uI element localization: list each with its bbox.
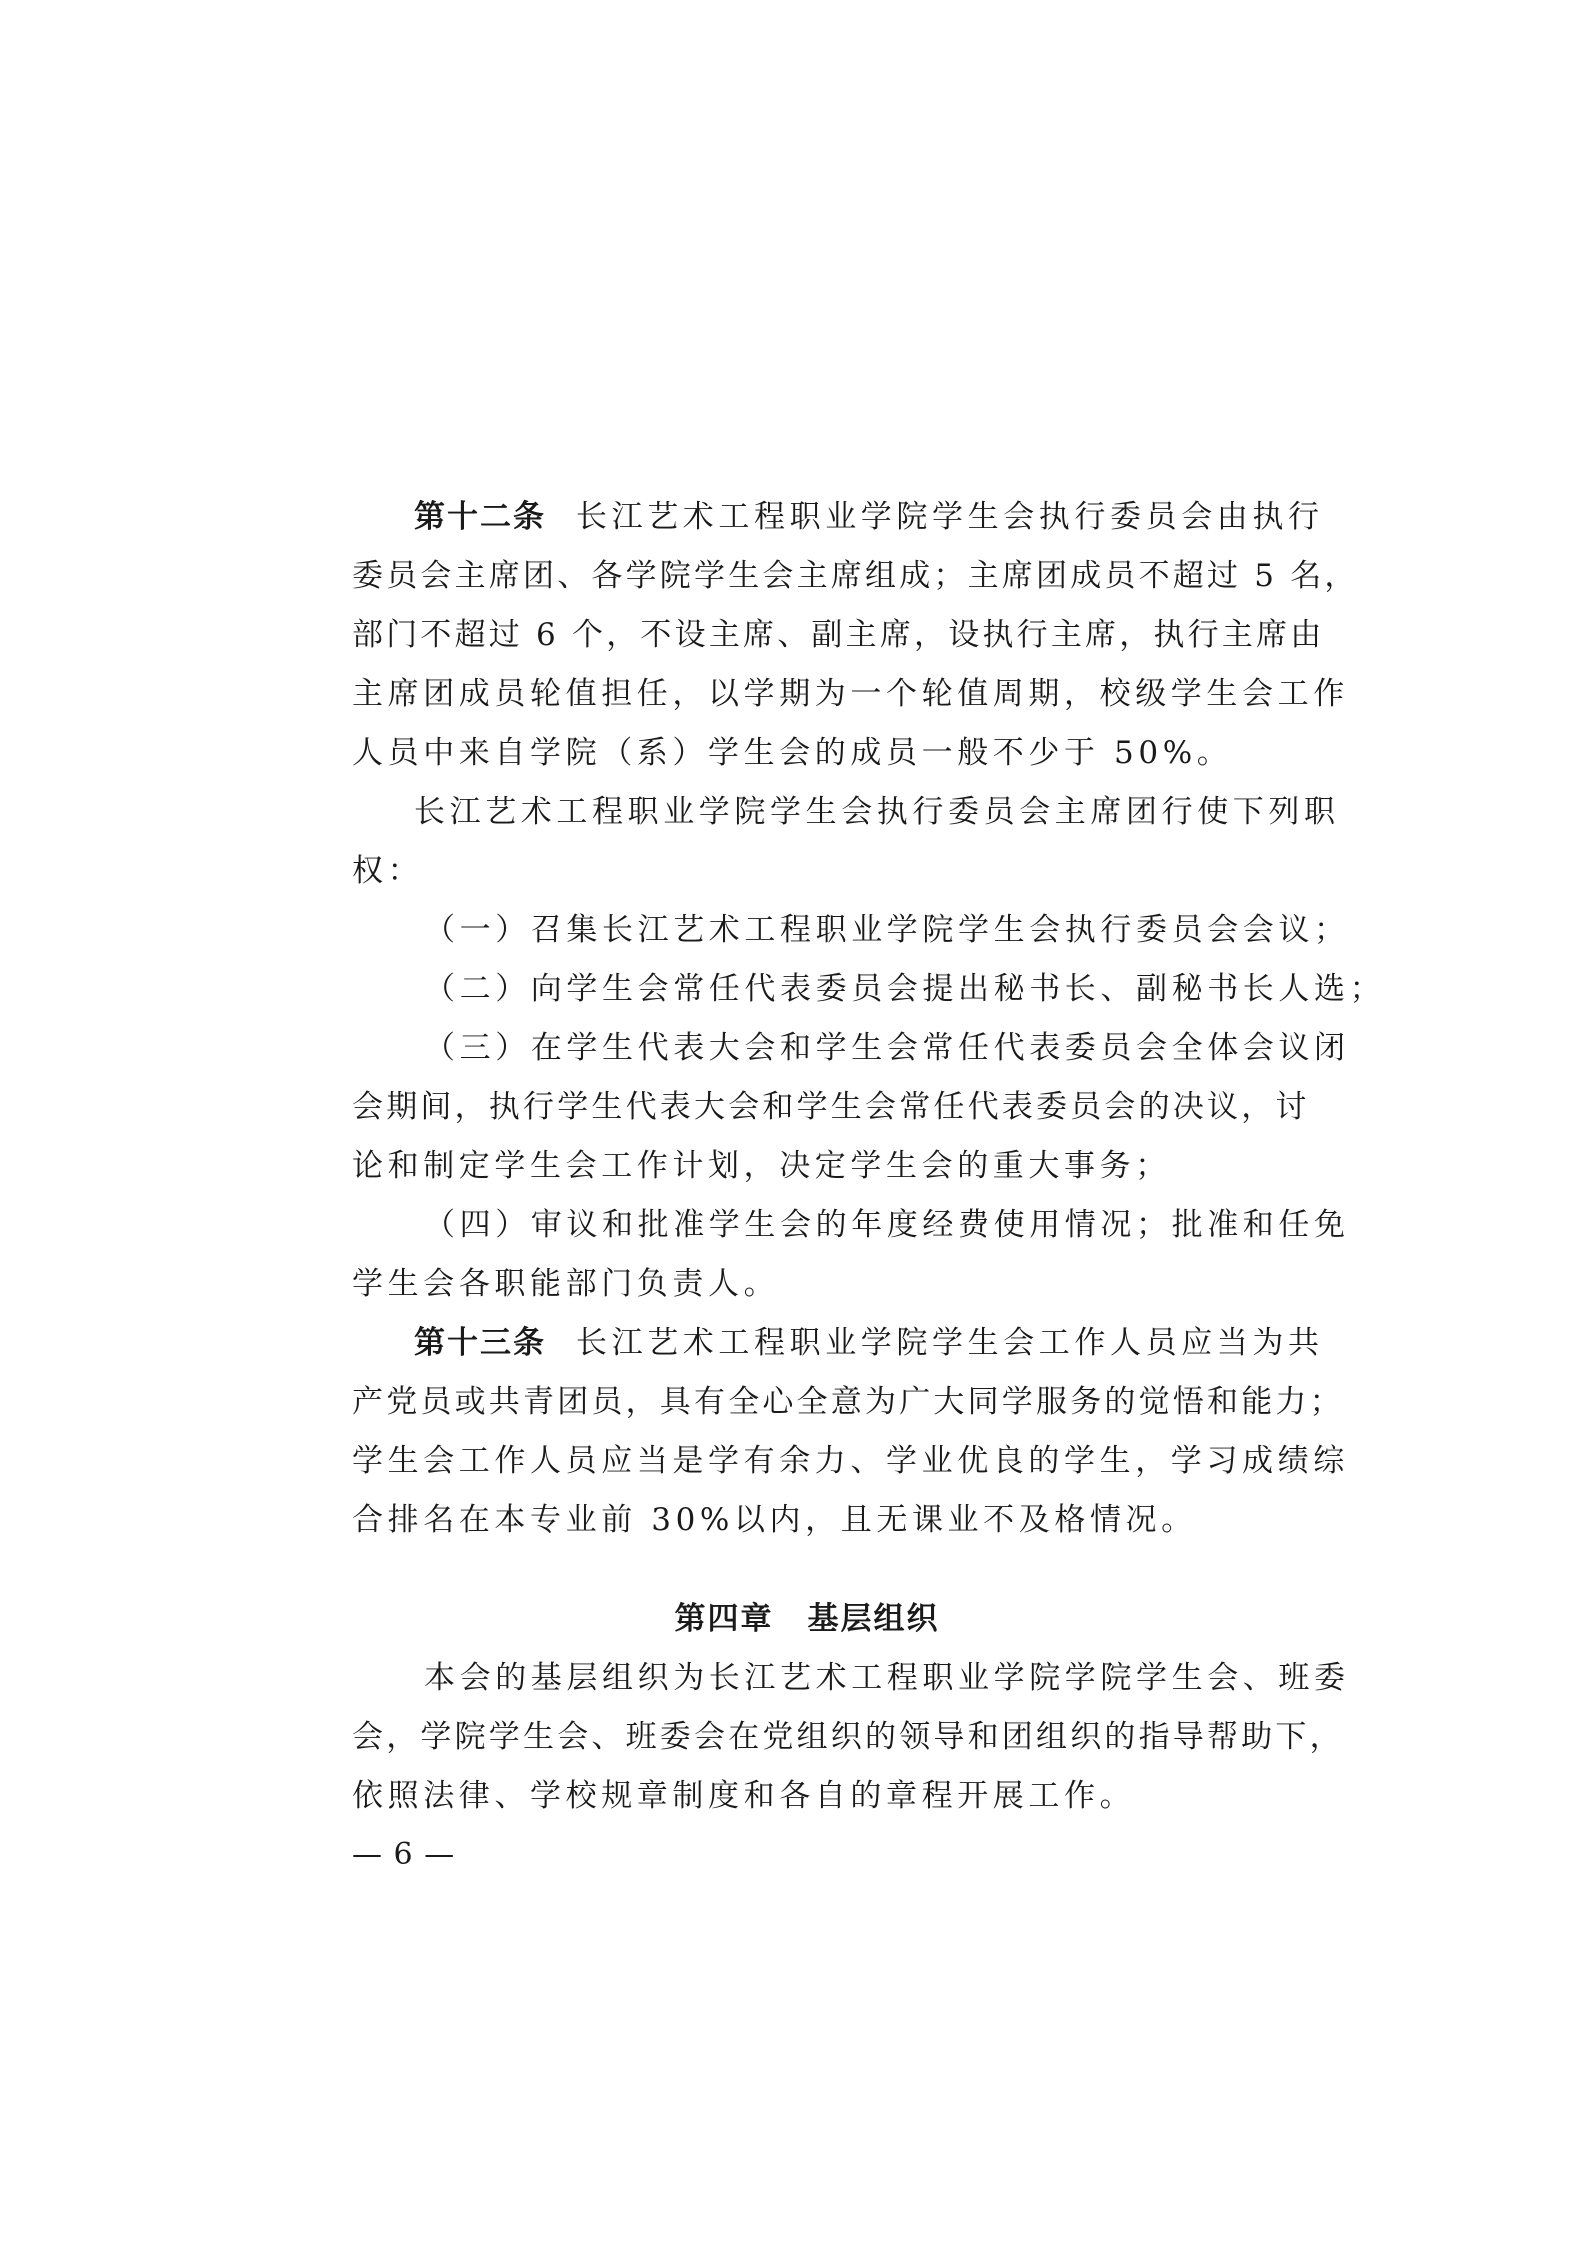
chapter-number: 第四章: [674, 1601, 774, 1637]
power-item-1: （一）召集长江艺术工程职业学院学生会执行委员会会议；: [424, 912, 1350, 948]
article-13-line-2: 产党员或共青团员，具有全心全意为广大同学服务的觉悟和能力；: [352, 1384, 1344, 1420]
article-12-text: 长江艺术工程职业学院学生会执行委员会由执行: [576, 499, 1324, 535]
chapter-4-line-3: 依照法律、学校规章制度和各自的章程开展工作。: [352, 1778, 1136, 1814]
power-item-3-line-3: 论和制定学生会工作计划，决定学生会的重大事务；: [352, 1148, 1171, 1184]
article-12-line-3: 部门不超过 6 个，不设主席、副主席，设执行主席，执行主席由: [352, 617, 1325, 653]
article-13-line-1: [352, 1314, 1324, 1373]
chapter-4-line-1: 本会的基层组织为长江艺术工程职业学院学院学生会、班委: [424, 1660, 1350, 1696]
document-body: [352, 488, 1386, 1826]
article-12-line-4: 主席团成员轮值担任，以学期为一个轮值周期，校级学生会工作: [352, 676, 1349, 712]
chapter-4-line-2: 会，学院学生会、班委会在党组织的领导和团组织的指导帮助下，: [352, 1719, 1344, 1755]
power-item-2: （二）向学生会常任代表委员会提出秘书长、副秘书长人选；: [424, 971, 1386, 1007]
article-13-heading: 第十三条: [414, 1325, 546, 1361]
article-12-line-2: 委员会主席团、各学院学生会主席组成；主席团成员不超过 5 名，: [352, 558, 1359, 594]
power-item-3-line-2: 会期间，执行学生代表大会和学生会常任代表委员会的决议，讨: [352, 1089, 1310, 1125]
chapter-title: [352, 1590, 1262, 1649]
article-12-heading: 第十二条: [414, 499, 546, 535]
page-number: — 6 —: [352, 1837, 456, 1872]
chapter-name: 基层组织: [807, 1601, 940, 1637]
article-13-line-3: 学生会工作人员应当是学有余力、学业优良的学生，学习成绩综: [352, 1443, 1349, 1479]
power-item-3-line-1: （三）在学生代表大会和学生会常任代表委员会全体会议闭: [424, 1030, 1350, 1066]
article-12-line-1: [352, 488, 1324, 547]
power-item-4-line-1: （四）审议和批准学生会的年度经费使用情况；批准和任免: [424, 1207, 1350, 1243]
article-13-line-4: 合排名在本专业前 30%以内，且无课业不及格情况。: [352, 1502, 1197, 1538]
article-12-line-5: 人员中来自学院（系）学生会的成员一般不少于 50%。: [352, 735, 1233, 771]
article-13-text: 长江艺术工程职业学院学生会工作人员应当为共: [576, 1325, 1324, 1361]
powers-intro-line-2: 权：: [352, 853, 424, 889]
powers-intro-line-1: 长江艺术工程职业学院学生会执行委员会主席团行使下列职: [414, 794, 1340, 830]
power-item-4-line-2: 学生会各职能部门负责人。: [352, 1266, 780, 1302]
